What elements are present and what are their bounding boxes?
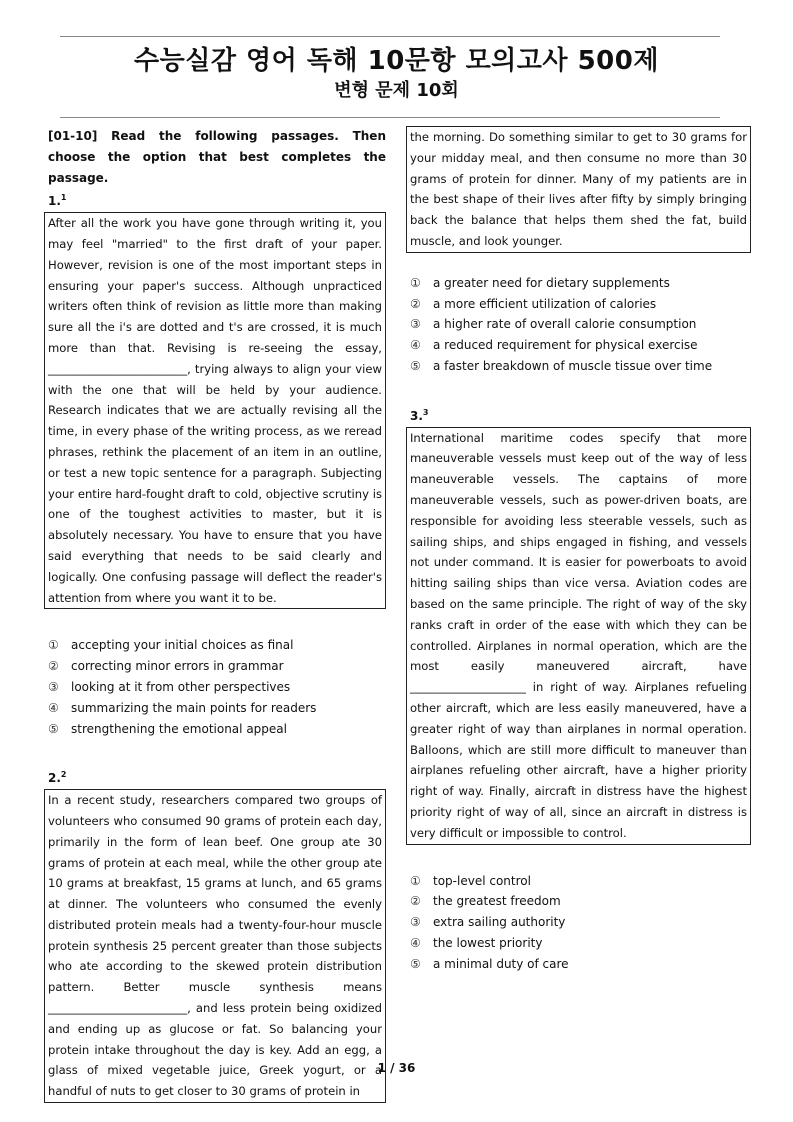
- option-item[interactable]: ⑤ a faster breakdown of muscle tissue over time: [410, 356, 751, 377]
- header-bottom-rule: [60, 117, 720, 118]
- page-number: 1 / 36: [377, 1061, 416, 1075]
- footnote-marker: 1: [60, 193, 67, 203]
- option-text: looking at it from other perspectives: [71, 679, 291, 694]
- option-text: a higher rate of overall calorie consumption: [433, 317, 697, 332]
- right-column: [406, 126, 751, 974]
- option-item[interactable]: ⑤ strengthening the emotional appeal: [48, 719, 386, 740]
- page-title: 수능실감 영어 독해 10문항 모의고사 500제: [134, 46, 659, 76]
- option-text: extra sailing authority: [433, 915, 566, 930]
- option-text: the lowest priority: [433, 935, 543, 950]
- option-item[interactable]: ④ summarizing the main points for readers: [48, 698, 386, 719]
- option-item[interactable]: ③ a higher rate of overall calorie consumption: [410, 314, 751, 335]
- option-text: top-level control: [433, 873, 531, 888]
- option-text: strengthening the emotional appeal: [71, 721, 287, 736]
- option-text: a faster breakdown of muscle tissue over time: [433, 358, 713, 373]
- option-text: correcting minor errors in grammar: [71, 659, 284, 674]
- option-item[interactable]: ③ extra sailing authority: [410, 912, 751, 933]
- top-rule: [60, 36, 720, 37]
- option-item[interactable]: ④ a reduced requirement for physical exercise: [410, 335, 751, 356]
- option-item[interactable]: ① a greater need for dietary supplements: [410, 273, 751, 294]
- question-3-options: [406, 871, 751, 975]
- question-1-passage: After all the work you have gone through writing it, you may feel "married" to the first draft of your paper. However, revision is one of the most important steps in ensuring your paper's success. Although unpracticed writers often think of revision as little more than making sure all the i's are dotted and t's are crossed, it is much more than that. Revising is re-seeing the essay, ________________________, trying always to align your view with the one that will be held by your audience. Research indicates that we are actually revising all the time, in every phase of the writing process, as we reread phrases, rethink the placement of an item in an outline, or test a new topic sentence for a paragraph. Subjecting your entire hard-fought draft to cold, objective scrutiny is one of the toughest activities to master, but it is absolutely necessary. You have to ensure that you have said everything that needs to be said clearly and logically. One confusing passage will deflect the reader's attention from where you want it to be.: [44, 212, 386, 609]
- question-2-passage-part2: the morning. Do something similar to get to 30 grams for your midday meal, and then consume no more than 30 grams of protein for dinner. Many of my patients are in the best shape of their lives after fifty by simply bringing back the balance that helps them shed the fat, build muscle, and look younger.: [406, 126, 751, 253]
- question-2-passage-part1: In a recent study, researchers compared two groups of volunteers who consumed 90 grams of protein each day, primarily in the form of lean beef. One group ate 30 grams of protein at each meal, while the other group ate 10 grams at breakfast, 15 grams at lunch, and 65 grams at dinner. The volunteers who consumed the evenly distributed protein meals had a twenty-four-hour muscle protein synthesis 25 percent greater than those subjects who ate according to the skewed protein distribution pattern. Better muscle synthesis means ________________________, and less protein being oxidized and ending up as glucose or fat. So balancing your protein intake throughout the day is key. Add an egg, a glass of mixed vegetable juice, Greek yogurt, or a handful of nuts to get closer to 30 grams of protein in: [44, 789, 386, 1103]
- option-text: a greater need for dietary supplements: [433, 275, 670, 290]
- option-item[interactable]: ② correcting minor errors in grammar: [48, 656, 386, 677]
- question-3-passage: International maritime codes specify that more maneuverable vessels must keep out of the way of less maneuverable vessels. The captains of more maneuverable vessels, such as power-driven boats, are responsible for avoiding less steerable vessels, such as sailing ships, and ships engaged in fishing, and vessels not under command. It is easier for powerboats to avoid hitting sailing ships than vice versa. Aviation codes are based on the same principle. The right of way of the sky ranks craft in order of the ease with which they can be controlled. Airplanes in normal operation, which are the most easily maneuvered aircraft, have ____________________ in right of way. Airplanes refueling other aircraft, which are less easily maneuvered, have a greater right of way than airplanes in normal operation. Balloons, which are still more difficult to maneuver than airplanes refueling other aircraft, have a higher priority right of way. Finally, aircraft in distress have the highest priority right of way of all, since an aircraft in distress is very difficult or impossible to control.: [406, 427, 751, 845]
- instructions: [01-10] Read the following passages. Then choose the option that best completes the passage.: [48, 129, 386, 185]
- option-text: a more efficient utilization of calories: [433, 296, 657, 311]
- question-2-number: 2.$^2$: [48, 770, 67, 786]
- left-column: [44, 126, 386, 1103]
- option-item[interactable]: ③ looking at it from other perspectives: [48, 677, 386, 698]
- option-item[interactable]: ④ the lowest priority: [410, 933, 751, 954]
- question-2-options: [406, 273, 751, 377]
- footnote-marker: 2: [60, 770, 67, 780]
- option-text: summarizing the main points for readers: [71, 700, 317, 715]
- question-1-number: 1.$^1$: [48, 193, 67, 209]
- footnote-marker: 3: [422, 407, 429, 417]
- option-text: a minimal duty of care: [433, 956, 569, 971]
- page-subtitle: 변형 문제 10회: [334, 80, 459, 101]
- option-item[interactable]: ① top-level control: [410, 871, 751, 892]
- option-item[interactable]: ① accepting your initial choices as final: [48, 635, 386, 656]
- question-1-options: [44, 635, 386, 739]
- option-text: accepting your initial choices as final: [71, 638, 294, 653]
- option-item[interactable]: ⑤ a minimal duty of care: [410, 954, 751, 975]
- option-text: the greatest freedom: [433, 894, 561, 909]
- option-text: a reduced requirement for physical exercise: [433, 338, 698, 353]
- question-3-number: 3.$^3$: [410, 407, 429, 423]
- option-item[interactable]: ② a more efficient utilization of calories: [410, 294, 751, 315]
- option-item[interactable]: ② the greatest freedom: [410, 891, 751, 912]
